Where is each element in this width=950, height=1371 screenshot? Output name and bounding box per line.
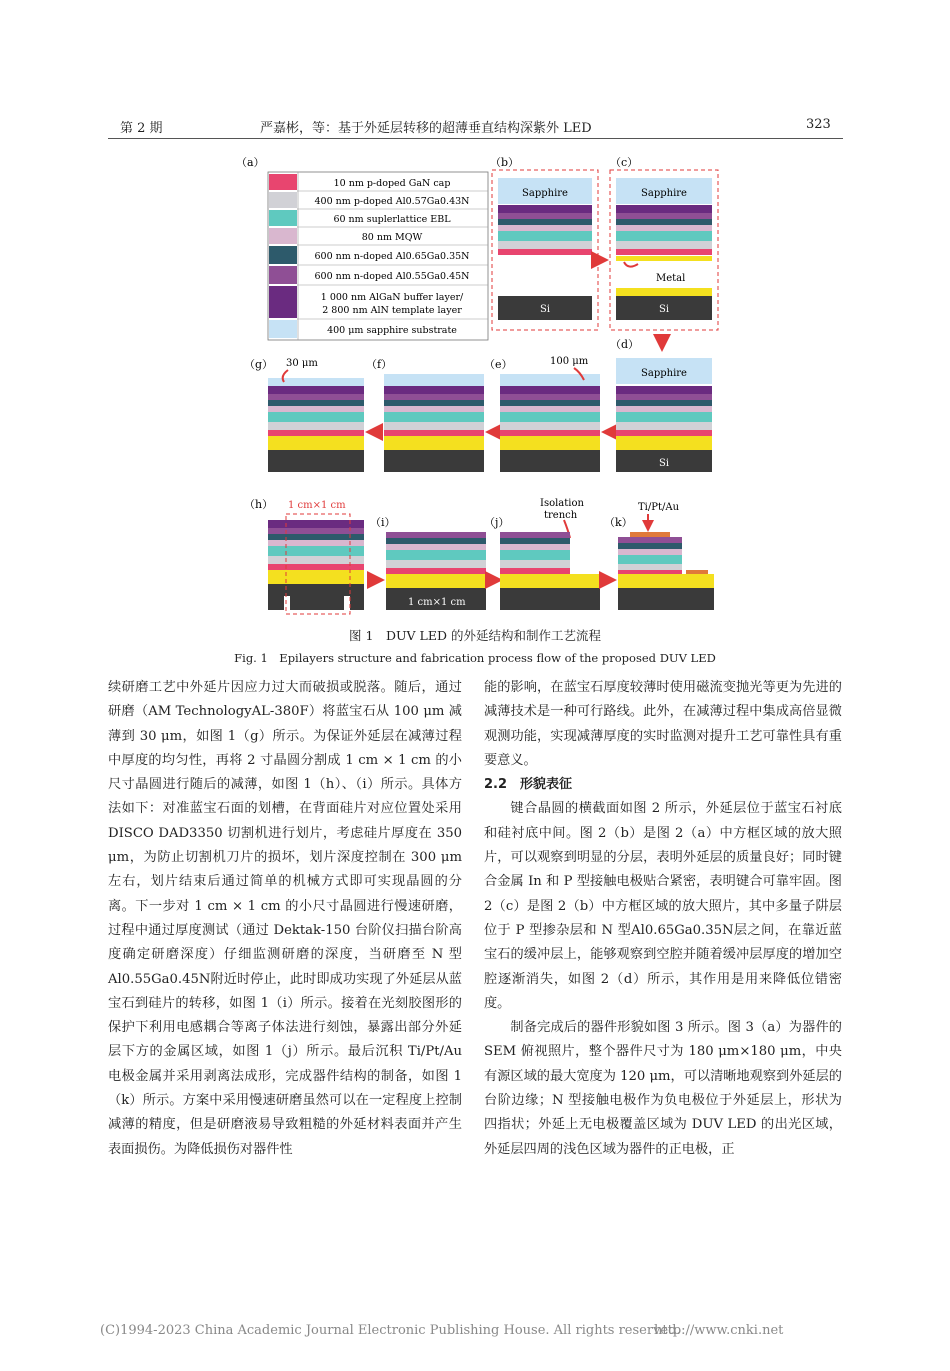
si-label-d: Si: [658, 458, 670, 469]
stack-f: [384, 374, 484, 472]
metal-label: Metal: [656, 273, 686, 284]
panel-label-k: （k）: [604, 516, 633, 529]
panel-label-c: （c）: [610, 156, 639, 169]
footer-url[interactable]: http://www.cnki.net: [654, 1323, 784, 1338]
right-column: [484, 676, 842, 1162]
layer-label-n65: 600 nm n-doped Al0.65Ga0.35N: [314, 251, 470, 262]
left-formula: Al0.55Ga0.45N: [108, 971, 211, 987]
stack-b: [498, 178, 592, 320]
stack-c: [616, 178, 712, 320]
layer-table: [268, 172, 488, 340]
right-para-1: 能的影响，在蓝宝石厚度较薄时使用磁流变抛光等更为先进的减薄技术是一种可行路线。此外，在减薄过程中集成高倍显微观测功能，实现减薄厚度的实时监测对提升工艺可靠性具有重要意义。: [484, 680, 842, 768]
layer-label-template: 2 800 nm AlN template layer: [322, 305, 462, 316]
left-para-1b: 附近时停止，此时即成功实现了外延层从蓝宝石到硅片的转移，如图 1（i）所示。接着在光刻胶图形的保护下利用电感耦合等离子体法进行刻蚀，暴露出部分外延层下方的金属区域，如图 1（j）所示。最后沉积 Ti/Pt/Au 电极金属并采用剥离法成形，完成器件结构的制备，如图 1（k）所示。方案中采用慢速研磨虽然可以在一定程度上控制减薄的精度，但是研磨液易导致粗糙的外延材料表面并产生表面损伤。为降低损伤对器件性: [108, 971, 462, 1157]
figure-caption-zh: 图 1 DUV LED 的外延结构和制作工艺流程: [349, 628, 601, 643]
right-formula: Al0.65Ga0.35N: [631, 922, 734, 938]
issue-number: 第 2 期: [120, 121, 163, 136]
panel-label-g: （g）: [244, 358, 274, 371]
panel-label-h: （h）: [244, 498, 274, 511]
left-column: [108, 676, 462, 1162]
left-para-1: 续研磨工艺中外延片因应力过大而破损或脱落。随后，通过研磨（AM TechnologyAL-380F）将蓝宝石从 100 μm 减薄到 30 μm，如图 1（g）所示。为保证外延层在减薄过程中厚度的均匀性，再将 2 寸晶圆分割成 1 cm × 1 cm 的小尺寸晶圆进行随后的减薄，如图 1（h）、（i）所示。具体方法如下：对准蓝宝石面的划槽，在背面硅片对应位置处采用 DISCO DAD3350 切割机进行划片，考虑硅片厚度在 350 μm，为防止切割机刀片的损坏，划片深度控制在 300 μm 左右，划片结束后通过简单的机械方式即可实现晶圆的分离。下一步对 1 cm × 1 cm 的小尺寸晶圆进行慢速研磨，过程中通过厚度测试（通过 Dektak-150 台阶仪扫描台阶高度确定研磨深度）仔细监测研磨的深度，当研磨至 N 型: [108, 680, 462, 963]
panel-label-f: （f）: [366, 358, 393, 371]
sapphire-label-c: Sapphire: [641, 188, 687, 199]
layer-swatch-mqw: [269, 228, 297, 244]
layer-swatch-sapphire: [269, 320, 297, 338]
right-para-2b: 层之间，在靠近蓝宝石的缓冲层上，能够观察到空腔并随着缓冲层厚度的增加空腔逐渐消失，如图 2（d）所示，其作用是用来降低位错密度。: [484, 922, 842, 1011]
header-rule: [108, 138, 843, 139]
stack-h: [268, 514, 364, 614]
layer-swatch-n55: [269, 266, 297, 284]
stack-k: [618, 532, 714, 610]
layer-label-cap: 10 nm p-doped GaN cap: [333, 178, 451, 189]
copyright-notice: (C)1994-2023 China Academic Journal Electronic Publishing House. All rights reserved.: [100, 1323, 681, 1338]
layer-label-ebl: 60 nm suplerlattice EBL: [333, 214, 451, 225]
isolation-label: Isolation: [540, 498, 584, 509]
panel-label-b: （b）: [490, 156, 520, 169]
cm-label-h: 1 cm×1 cm: [288, 500, 346, 511]
layer-swatch-p: [269, 192, 297, 208]
si-label-b: Si: [539, 304, 551, 315]
layer-swatch-buffer: [269, 286, 297, 318]
running-title: 严嘉彬，等：基于外延层转移的超薄垂直结构深紫外 LED: [260, 121, 592, 136]
panel-label-a: （a）: [236, 156, 265, 169]
panel-label-i: （i）: [370, 516, 396, 529]
layer-label-sapphire: 400 μm sapphire substrate: [327, 325, 457, 336]
layer-swatch-ebl: [269, 210, 297, 226]
right-para-2: 键合晶圆的横截面如图 2 所示，外延层位于蓝宝石衬底和硅衬底中间。图 2（b）是图 2（a）中方框区域的放大照片，可以观察到明显的分层，表明外延层的质量良好；同时键合金属 In 和 P 型接触电极贴合紧密，表明键合可靠牢固。图 2（c）是图 2（b）中方框区域的放大照片，其中多量子阱层位于 P 型掺杂层和 N 型: [484, 801, 842, 938]
layer-label-mqw: 80 nm MQW: [361, 232, 423, 243]
stack-g: [268, 378, 364, 472]
page-number: 323: [806, 117, 831, 132]
sapphire-label-b: Sapphire: [522, 188, 568, 199]
electrode-label: Ti/Pt/Au: [638, 502, 680, 513]
si-label-c: Si: [658, 304, 670, 315]
stack-j: [500, 532, 600, 610]
right-para-3: 制备完成后的器件形貌如图 3 所示。图 3（a）为器件的 SEM 俯视照片，整个器件尺寸为 180 μm×180 μm，中央有源区域的最大宽度为 120 μm，可以清晰地观察到外延层的台阶边缘；N 型接触电极作为负电极位于外延层上，形状为四指状；外延上无电极覆盖区域为 DUV LED 的出光区域，外延层四周的浅色区域为器件的正电极，正: [484, 1020, 842, 1157]
layer-label-buffer: 1 000 nm AlGaN buffer layer/: [320, 292, 464, 303]
panel-label-j: （j）: [484, 516, 510, 529]
layer-label-n55: 600 nm n-doped Al0.55Ga0.45N: [314, 271, 470, 282]
trench-label: trench: [544, 510, 578, 521]
figure-caption-en: Fig. 1 Epilayers structure and fabrication process flow of the proposed DUV LED: [234, 651, 716, 665]
layer-swatch-n65: [269, 246, 297, 264]
section-heading: 2.2 形貌表征: [484, 777, 573, 793]
layer-swatch-cap: [269, 174, 297, 190]
stack-e: [500, 374, 600, 472]
sapphire-label-d: Sapphire: [641, 368, 687, 379]
panel-label-d: （d）: [610, 338, 640, 351]
cm-label-i: 1 cm×1 cm: [408, 597, 466, 608]
panel-label-e: （e）: [484, 358, 513, 371]
layer-label-p: 400 nm p-doped Al0.57Ga0.43N: [314, 196, 470, 207]
thickness-30um: 30 μm: [286, 358, 318, 369]
thickness-100um: 100 μm: [550, 356, 589, 367]
stack-d: [616, 358, 712, 472]
figure-1: [228, 150, 728, 620]
